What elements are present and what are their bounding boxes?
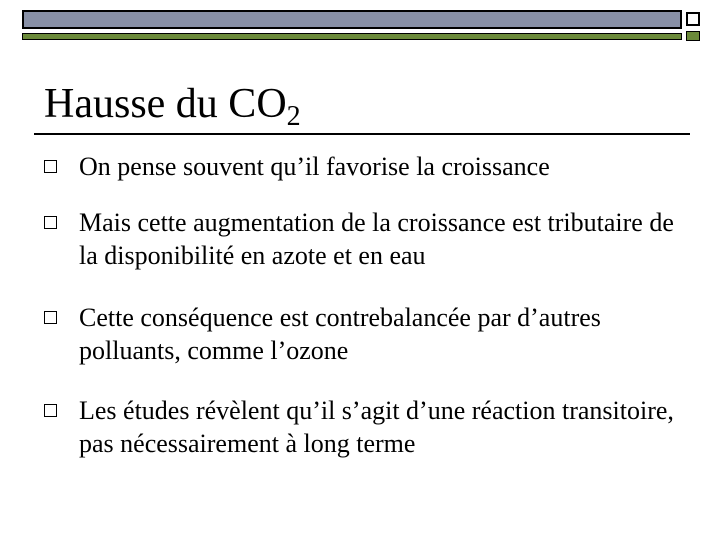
title-divider [34,133,690,135]
header-decoration-line [22,33,682,40]
bullet-text: Cette conséquence est contrebalancée par d’autres polluants, comme l’ozone [79,303,601,365]
bullet-text: Mais cette augmentation de la croissance est tributaire de la disponibilité en azote et en eau [79,208,674,270]
hollow-square-bullet-icon [44,311,57,324]
bullet-text: On pense souvent qu’il favorise la croissance [79,152,550,181]
slide-title-subscript: 2 [286,101,301,132]
corner-square-small-icon [686,31,700,41]
hollow-square-bullet-icon [44,216,57,229]
slide-title [44,80,301,132]
slide-title-text: Hausse du CO [44,81,287,127]
hollow-square-bullet-icon [44,160,57,173]
corner-square-icon [686,12,700,26]
hollow-square-bullet-icon [44,404,57,417]
bullet-text: Les études révèlent qu’il s’agit d’une réaction transitoire, pas nécessairement à long terme [79,396,674,458]
header-decoration-band [22,10,682,29]
